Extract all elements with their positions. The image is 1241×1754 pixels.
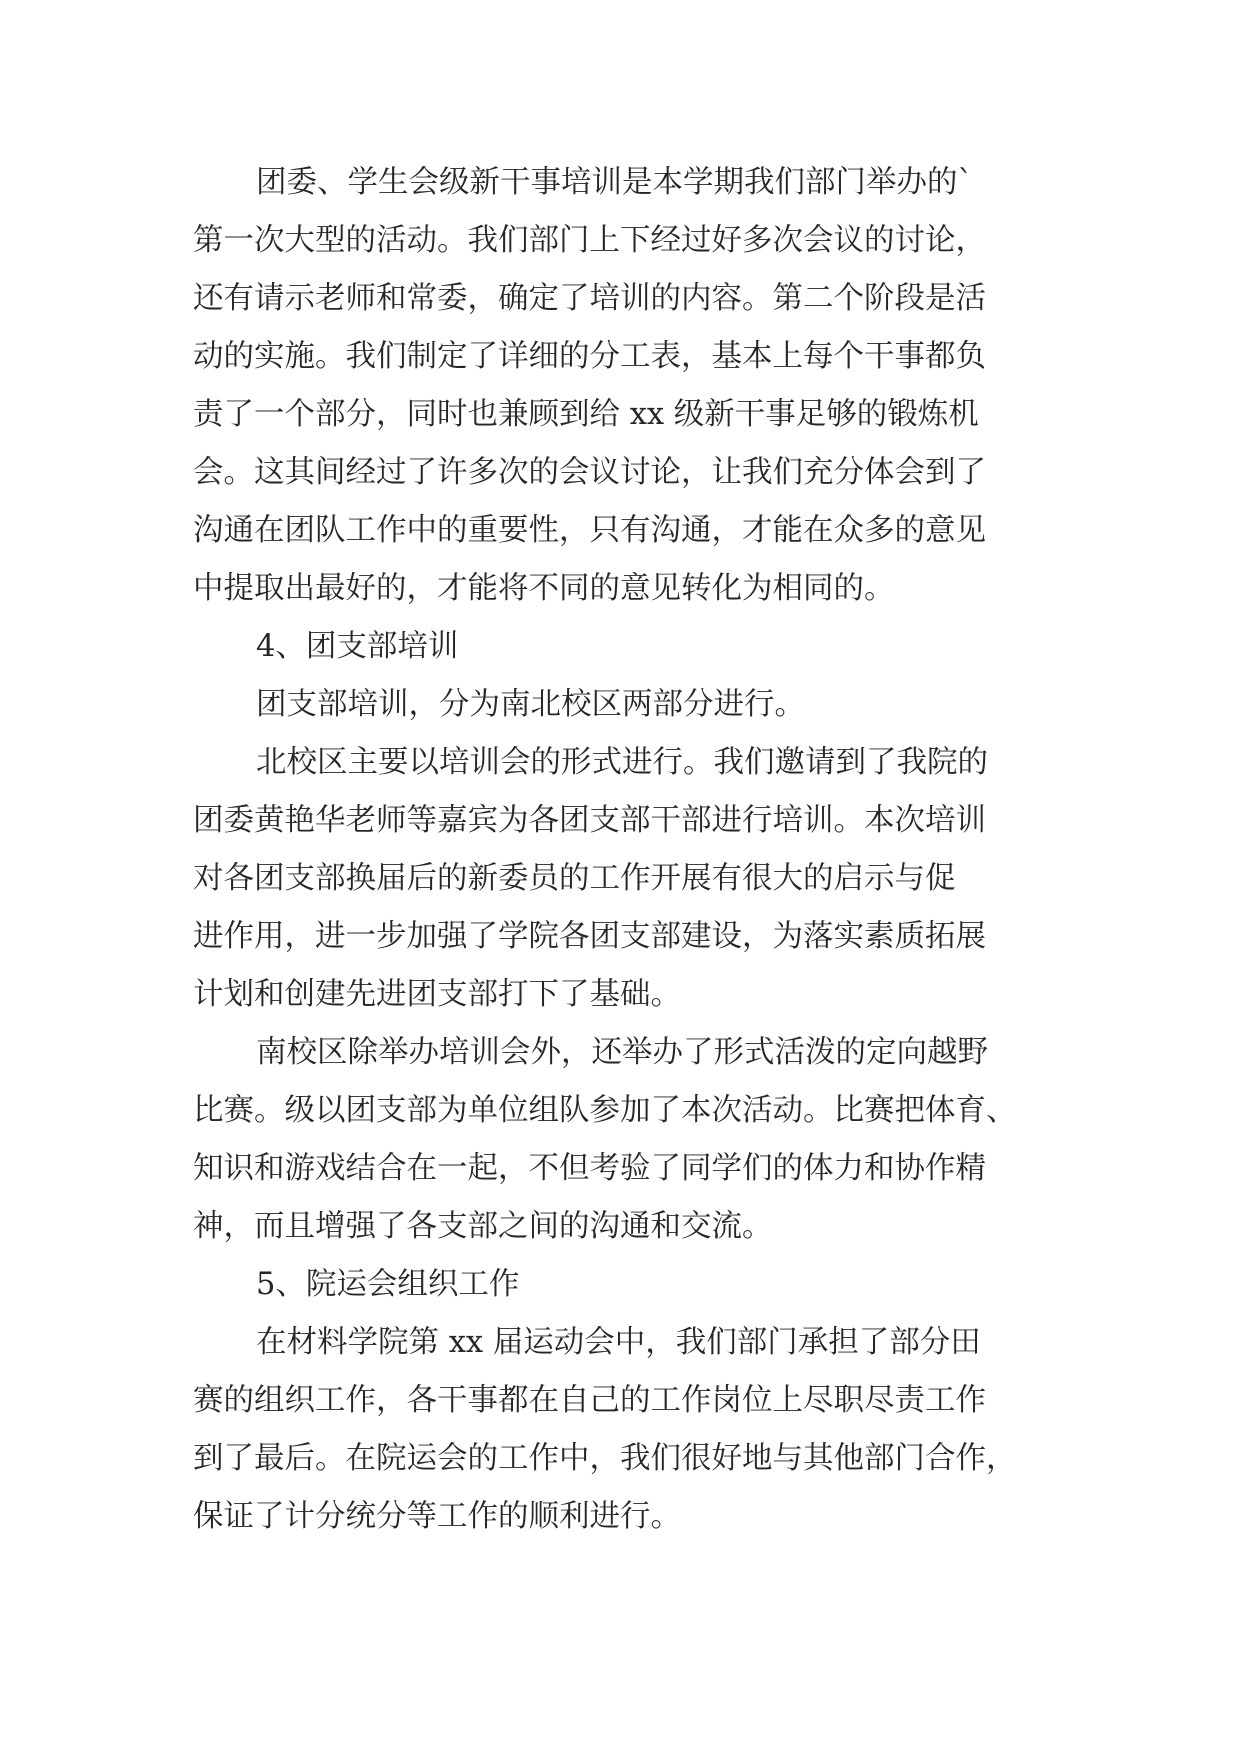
paragraph-1-line-5: 责了一个部分，同时也兼顾到给 xx 级新干事足够的锻炼机 xyxy=(193,397,979,432)
paragraph-1-line-7: 沟通在团队工作中的重要性，只有沟通，才能在众多的意见 xyxy=(193,513,986,548)
paragraph-4-line-4: 神，而且增强了各支部之间的沟通和交流。 xyxy=(193,1209,773,1244)
paragraph-3-line-5: 计划和创建先进团支部打下了基础。 xyxy=(193,977,681,1012)
paragraph-3-line-4: 进作用，进一步加强了学院各团支部建设，为落实素质拓展 xyxy=(193,919,986,954)
paragraph-5-line-3: 到了最后。在院运会的工作中，我们很好地与其他部门合作， xyxy=(193,1441,1017,1476)
paragraph-5-line-1: 在材料学院第 xx 届运动会中，我们部门承担了部分田 xyxy=(256,1325,981,1360)
paragraph-5-line-2: 赛的组织工作，各干事都在自己的工作岗位上尽职尽责工作 xyxy=(193,1383,986,1418)
paragraph-4-line-1: 南校区除举办培训会外，还举办了形式活泼的定向越野 xyxy=(256,1035,988,1070)
paragraph-1-line-1: 团委、学生会级新干事培训是本学期我们部门举办的` xyxy=(256,165,973,200)
paragraph-3-line-1: 北校区主要以培训会的形式进行。我们邀请到了我院的 xyxy=(256,745,988,780)
paragraph-4-line-2: 比赛。级以团支部为单位组队参加了本次活动。比赛把体育、 xyxy=(193,1093,1017,1128)
paragraph-4-line-3: 知识和游戏结合在一起，不但考验了同学们的体力和协作精 xyxy=(193,1151,986,1186)
section-heading-4: 4、团支部培训 xyxy=(256,629,459,664)
paragraph-1-line-6: 会。这其间经过了许多次的会议讨论，让我们充分体会到了 xyxy=(193,455,986,490)
paragraph-1-line-2: 第一次大型的活动。我们部门上下经过好多次会议的讨论， xyxy=(193,223,986,258)
paragraph-1-line-3: 还有请示老师和常委，确定了培训的内容。第二个阶段是活 xyxy=(193,281,986,316)
section-heading-5: 5、院运会组织工作 xyxy=(256,1267,520,1302)
paragraph-3-line-2: 团委黄艳华老师等嘉宾为各团支部干部进行培训。本次培训 xyxy=(193,803,986,838)
paragraph-5-line-4: 保证了计分统分等工作的顺利进行。 xyxy=(193,1499,681,1534)
paragraph-2-line-1: 团支部培训，分为南北校区两部分进行。 xyxy=(256,687,805,722)
paragraph-3-line-3: 对各团支部换届后的新委员的工作开展有很大的启示与促 xyxy=(193,861,956,896)
paragraph-1-line-8: 中提取出最好的，才能将不同的意见转化为相同的。 xyxy=(193,571,895,606)
paragraph-1-line-4: 动的实施。我们制定了详细的分工表，基本上每个干事都负 xyxy=(193,339,986,374)
